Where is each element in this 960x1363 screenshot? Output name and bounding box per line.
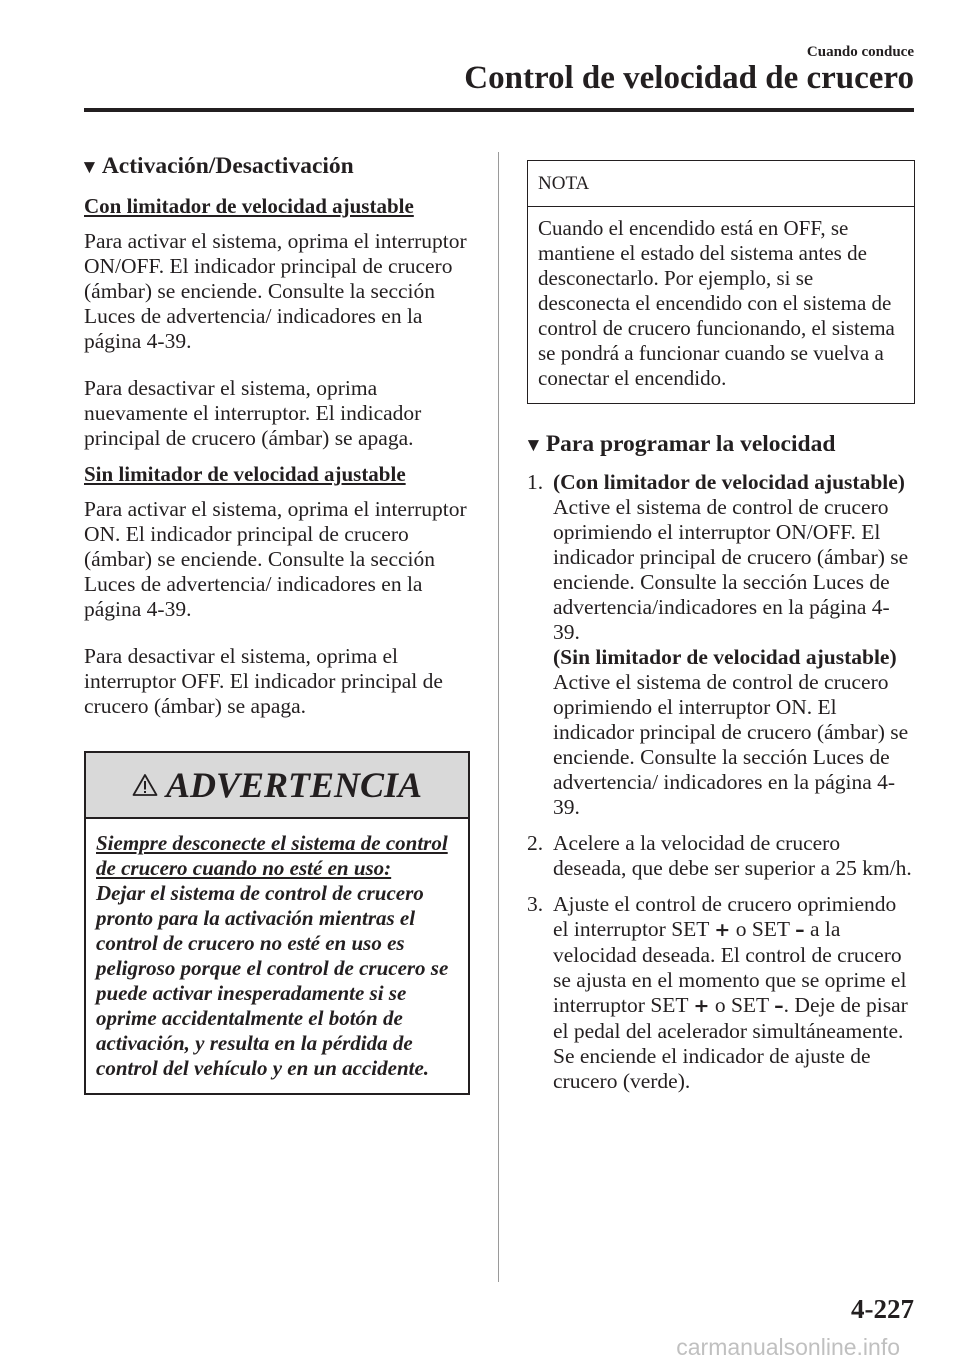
step-1-text-without-limiter: Active el sistema de control de crucero oprimiendo el interruptor ON. El indicador principal de crucero (ámbar) se enciende. Consulte la sección Luces de advertencia/ indicadores en la página 4-39. [553, 670, 909, 819]
step-1 [527, 470, 915, 820]
triangle-down-icon: ▼ [80, 157, 99, 178]
step-number: 1. [527, 470, 544, 494]
warning-underlined-text: Siempre desconecte el sistema de control de crucero cuando no esté en uso: [96, 831, 448, 880]
note-title: NOTA [528, 161, 914, 207]
paragraph-deactivate-off: Para desactivar el sistema, oprima el interruptor OFF. El indicador principal de crucero (ámbar) se apaga. [84, 644, 443, 718]
subheading-without-limiter: Sin limitador de velocidad ajustable [84, 462, 406, 486]
warning-triangle-icon [132, 773, 158, 797]
step-1-heading-without-limiter: (Sin limitador de velocidad ajustable) [553, 645, 897, 669]
warning-text: Dejar el sistema de control de crucero pronto para la activación mientras el control de crucero no esté en uso es peligroso porque el control de crucero se puede activar inesperadamente si se oprime accidentalmente el botón de activación, y resulta en la pérdida de control del vehículo y en un accidente. [96, 881, 449, 1080]
page-number: 4-227 [851, 1294, 914, 1324]
paragraph-activate-onoff: Para activar el sistema, oprima el interruptor ON/OFF. El indicador principal de crucero (ámbar) se enciende. Consulte la sección Luces de advertencia/ indicadores en la página 4-39. [84, 229, 467, 353]
paragraph-activate-on: Para activar el sistema, oprima el interruptor ON. El indicador principal de crucero (ámbar) se enciende. Consulte la sección Luces de advertencia/ indicadores en la página 4-39. [84, 497, 467, 621]
left-column [80, 152, 470, 1095]
step-2 [527, 831, 915, 881]
step-body [553, 470, 915, 820]
minus-icon: – [774, 995, 784, 1017]
activation-heading-text: Activación/Desactivación [101, 153, 354, 179]
warning-body [86, 819, 468, 1093]
right-column [524, 160, 915, 1094]
step-body: Ajuste el control de crucero oprimiendo el interruptor SET + o SET – a la velocidad deseada. El control de crucero se ajusta en el momento que se oprime el interruptor SET + o SET –. Deje de pisar el pedal del acelerador simultáneamente. Se enciende el indicador de ajuste de crucero (verde). [553, 892, 908, 1093]
activation-heading [80, 152, 470, 182]
header-rule [84, 108, 914, 112]
watermark: carmanualsonline.info [676, 1334, 900, 1360]
note-box [527, 160, 915, 404]
triangle-down-icon: ▼ [524, 435, 543, 456]
step-1-heading-with-limiter: (Con limitador de velocidad ajustable) [553, 470, 905, 494]
paragraph-deactivate-again: Para desactivar el sistema, oprima nuevamente el interruptor. El indicador principal de crucero (ámbar) se apaga. [84, 376, 422, 450]
note-text: Cuando el encendido está en OFF, se mantiene el estado del sistema antes de desconectarlo. Por ejemplo, si se desconecta el encendido con el sistema de control de crucero funcionando, el sistema se pondrá a funcionar cuando se vuelva a conectar el encendido. [538, 216, 895, 390]
minus-icon: – [795, 919, 805, 941]
subheading-with-limiter: Con limitador de velocidad ajustable [84, 194, 414, 218]
step-number: 2. [527, 831, 544, 855]
step-number: 3. [527, 892, 544, 916]
warning-title: ADVERTENCIA [165, 765, 423, 805]
set-speed-heading-text: Para programar la velocidad [545, 431, 836, 457]
step-3 [527, 892, 915, 1094]
column-divider [498, 152, 499, 1282]
page-title: Control de velocidad de crucero [464, 60, 914, 96]
set-speed-heading [524, 430, 915, 460]
step-body: Acelere a la velocidad de crucero deseada, que debe ser superior a 25 km/h. [553, 831, 912, 880]
header-section: Cuando conduce [806, 44, 914, 60]
plus-icon: + [693, 995, 710, 1017]
plus-icon: + [714, 919, 731, 941]
warning-box [84, 751, 470, 1095]
warning-header [86, 753, 468, 819]
step-1-text-with-limiter: Active el sistema de control de crucero oprimiendo el interruptor ON/OFF. El indicador principal de crucero (ámbar) se enciende. Consulte la sección Luces de advertencia/indicadores en la página 4-39. [553, 495, 909, 644]
